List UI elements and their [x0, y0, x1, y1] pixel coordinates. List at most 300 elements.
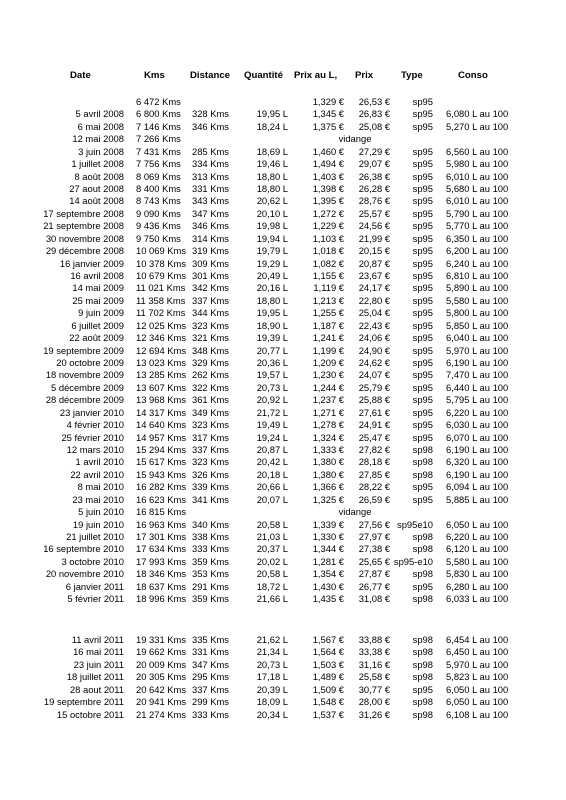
- cell-distance: 333 Kms: [192, 708, 229, 720]
- cell-conso: 6,220 L au 100: [446, 531, 509, 543]
- cell-type: sp95: [412, 683, 433, 695]
- cell-date: 19 septembre 2009: [43, 344, 124, 356]
- cell-kms: 15 943 Kms: [136, 468, 187, 480]
- cell-date: 5 avril 2008: [75, 108, 124, 120]
- cell-kms: 9 090 Kms: [136, 207, 181, 219]
- cell-prix-au-l: 1,494 €: [312, 158, 344, 170]
- cell-prix-au-l: 1,018 €: [312, 245, 344, 257]
- cell-kms: 18 637 Kms: [136, 580, 187, 592]
- cell-kms: 7 266 Kms: [136, 133, 181, 145]
- cell-conso: 6,108 L au 100: [446, 708, 509, 720]
- cell-quantite: 19,95 L: [256, 307, 288, 319]
- cell-kms: 10 679 Kms: [136, 270, 187, 282]
- cell-type: sp98: [412, 531, 433, 543]
- cell-date: 15 octobre 2011: [56, 708, 124, 720]
- cell-prix-au-l: 1,199 €: [312, 344, 344, 356]
- cell-prix: 31,16 €: [358, 658, 390, 670]
- cell-distance: 301 Kms: [192, 270, 229, 282]
- cell-type: sp95: [412, 493, 433, 505]
- cell-prix-au-l: 1,271 €: [312, 406, 344, 418]
- cell-quantite: 18,80 L: [256, 170, 288, 182]
- cell-conso: 5,970 L au 100: [446, 344, 509, 356]
- cell-type: sp95: [412, 344, 433, 356]
- cell-conso: 5,790 L au 100: [446, 207, 509, 219]
- cell-conso: 5,890 L au 100: [446, 282, 509, 294]
- cell-conso: 6,350 L au 100: [446, 232, 509, 244]
- cell-date: 1 juillet 2008: [71, 158, 124, 170]
- cell-quantite: 20,58 L: [256, 518, 288, 530]
- cell-distance: 262 Kms: [192, 369, 229, 381]
- cell-conso: 5,770 L au 100: [446, 220, 509, 232]
- cell-distance: 342 Kms: [192, 282, 229, 294]
- cell-date: 3 octobre 2010: [61, 555, 124, 567]
- cell-kms: 13 968 Kms: [136, 394, 187, 406]
- cell-conso: 6,190 L au 100: [446, 357, 509, 369]
- cell-prix-au-l: 1,460 €: [312, 145, 344, 157]
- header-quantite: Quantité: [244, 70, 283, 81]
- cell-quantite: 20,73 L: [256, 658, 288, 670]
- cell-type: sp95: [412, 394, 433, 406]
- cell-date: 5 juin 2010: [78, 506, 124, 518]
- cell-prix-au-l: 1,503 €: [312, 658, 344, 670]
- cell-distance: 344 Kms: [192, 307, 229, 319]
- cell-distance: 347 Kms: [192, 207, 229, 219]
- cell-prix: 28,18 €: [358, 456, 390, 468]
- cell-kms: 8 743 Kms: [136, 195, 181, 207]
- cell-conso: 6,560 L au 100: [446, 145, 509, 157]
- cell-distance: 334 Kms: [192, 158, 229, 170]
- cell-date: 20 octobre 2009: [56, 357, 124, 369]
- cell-quantite: 20,36 L: [256, 357, 288, 369]
- cell-conso: 5,800 L au 100: [446, 307, 509, 319]
- cell-conso: 6,040 L au 100: [446, 332, 509, 344]
- cell-distance: 346 Kms: [192, 120, 229, 132]
- cell-kms: 16 282 Kms: [136, 481, 187, 493]
- cell-kms: 11 358 Kms: [136, 294, 186, 306]
- cell-quantite: 20,73 L: [256, 381, 288, 393]
- cell-kms: 10 378 Kms: [136, 257, 187, 269]
- cell-distance: 343 Kms: [192, 195, 229, 207]
- cell-conso: 5,850 L au 100: [446, 319, 509, 331]
- cell-conso: 5,795 L au 100: [446, 394, 509, 406]
- cell-kms: 12 694 Kms: [136, 344, 187, 356]
- cell-kms: 7 756 Kms: [136, 158, 181, 170]
- cell-conso: 6,050 L au 100: [446, 683, 509, 695]
- cell-quantite: 20,18 L: [256, 468, 288, 480]
- cell-type: sp98: [412, 593, 433, 605]
- cell-quantite: 20,16 L: [256, 282, 288, 294]
- cell-conso: 5,580 L au 100: [446, 294, 509, 306]
- cell-prix-au-l: 1,345 €: [312, 108, 344, 120]
- cell-kms: 6 472 Kms: [136, 96, 181, 107]
- cell-type: sp95: [412, 294, 433, 306]
- cell-prix: 26,38 €: [358, 170, 390, 182]
- cell-prix-au-l: 1,366 €: [312, 481, 344, 493]
- cell-prix: 27,38 €: [358, 543, 390, 555]
- cell-distance: 299 Kms: [192, 696, 229, 708]
- cell-quantite: 19,98 L: [256, 220, 288, 232]
- cell-conso: 5,970 L au 100: [446, 658, 509, 670]
- cell-conso: 6,010 L au 100: [446, 195, 509, 207]
- cell-date: 16 avril 2008: [70, 270, 124, 282]
- cell-kms: 10 069 Kms: [136, 245, 187, 257]
- cell-type: sp98: [412, 658, 433, 670]
- cell-distance: 340 Kms: [192, 518, 229, 530]
- cell-date: 6 juillet 2009: [71, 319, 124, 331]
- cell-kms: 20 941 Kms: [136, 696, 187, 708]
- cell-distance: 349 Kms: [192, 406, 229, 418]
- cell-prix-au-l: 1,155 €: [312, 270, 344, 282]
- cell-prix: 28,00 €: [358, 696, 390, 708]
- cell-distance: 309 Kms: [192, 257, 229, 269]
- cell-prix-au-l: 1,489 €: [312, 671, 344, 683]
- cell-kms: 13 023 Kms: [136, 357, 187, 369]
- cell-distance: 323 Kms: [192, 319, 229, 331]
- cell-note: vidange: [338, 506, 372, 518]
- cell-distance: 359 Kms: [192, 593, 229, 605]
- cell-date: 5 décembre 2009: [51, 381, 124, 393]
- cell-conso: 5,823 L au 100: [446, 671, 509, 683]
- cell-prix: 30,77 €: [358, 683, 390, 695]
- cell-prix: 25,88 €: [358, 394, 390, 406]
- cell-distance: 329 Kms: [192, 357, 229, 369]
- cell-date: 16 septembre 2010: [43, 543, 124, 555]
- cell-conso: 6,094 L au 100: [446, 481, 509, 493]
- cell-prix: 20,15 €: [358, 245, 390, 257]
- cell-prix: 25,65 €: [358, 555, 390, 567]
- cell-kms: 20 305 Kms: [136, 671, 187, 683]
- cell-date: 25 février 2010: [61, 431, 124, 443]
- cell-prix-au-l: 1,395 €: [312, 195, 344, 207]
- cell-type: sp95-e10: [393, 555, 433, 567]
- cell-kms: 19 331 Kms: [136, 634, 187, 645]
- cell-type: sp95: [412, 580, 433, 592]
- cell-prix: 24,07 €: [358, 369, 390, 381]
- cell-prix: 25,58 €: [358, 671, 390, 683]
- cell-conso: 5,270 L au 100: [446, 120, 509, 132]
- cell-quantite: 19,94 L: [256, 232, 288, 244]
- cell-distance: 353 Kms: [192, 568, 229, 580]
- cell-prix-au-l: 1,435 €: [312, 593, 344, 605]
- cell-date: 14 août 2008: [69, 195, 124, 207]
- cell-type: sp95: [412, 357, 433, 369]
- cell-kms: 8 069 Kms: [136, 170, 181, 182]
- cell-type: sp95: [412, 257, 433, 269]
- cell-prix: 28,76 €: [358, 195, 390, 207]
- cell-prix-au-l: 1,209 €: [312, 357, 344, 369]
- cell-type: sp95: [412, 481, 433, 493]
- cell-quantite: 20,37 L: [256, 543, 288, 555]
- cell-quantite: 20,10 L: [256, 207, 288, 219]
- cell-conso: 6,120 L au 100: [446, 543, 509, 555]
- cell-date: 22 avril 2010: [70, 468, 124, 480]
- cell-type: sp98: [412, 671, 433, 683]
- cell-distance: 314 Kms: [192, 232, 229, 244]
- cell-quantite: 20,49 L: [256, 270, 288, 282]
- cell-date: 25 mai 2009: [72, 294, 124, 306]
- cell-prix: 22,80 €: [358, 294, 390, 306]
- cell-quantite: 21,72 L: [256, 406, 288, 418]
- cell-type: sp98: [412, 456, 433, 468]
- cell-prix-au-l: 1,281 €: [312, 555, 344, 567]
- cell-quantite: 20,39 L: [256, 683, 288, 695]
- cell-prix-au-l: 1,354 €: [312, 568, 344, 580]
- cell-kms: 12 025 Kms: [136, 319, 187, 331]
- cell-kms: 19 662 Kms: [136, 646, 187, 658]
- cell-date: 6 mai 2008: [77, 120, 124, 132]
- cell-date: 5 février 2011: [67, 593, 124, 605]
- cell-prix: 26,83 €: [358, 108, 390, 120]
- cell-prix: 26,28 €: [358, 183, 390, 194]
- cell-prix: 24,56 €: [358, 220, 390, 232]
- cell-prix-au-l: 1,213 €: [312, 294, 344, 306]
- cell-date: 18 juillet 2011: [66, 671, 124, 683]
- cell-type: sp95: [412, 245, 433, 257]
- cell-prix: 26,53 €: [358, 96, 390, 107]
- header-conso: Conso: [458, 70, 488, 81]
- cell-conso: 6,454 L au 100: [446, 634, 509, 645]
- cell-date: 14 mai 2009: [72, 282, 124, 294]
- cell-type: sp95: [412, 220, 433, 232]
- cell-conso: 6,190 L au 100: [446, 444, 509, 456]
- cell-distance: 319 Kms: [192, 245, 229, 257]
- cell-type: sp95: [412, 96, 433, 107]
- cell-date: 19 juin 2010: [72, 518, 124, 530]
- cell-distance: 322 Kms: [192, 381, 229, 393]
- cell-prix: 25,04 €: [358, 307, 390, 319]
- cell-type: sp95: [412, 319, 433, 331]
- cell-date: 29 décembre 2008: [45, 245, 124, 257]
- cell-distance: 337 Kms: [192, 294, 229, 306]
- cell-kms: 15 294 Kms: [136, 444, 187, 456]
- cell-prix: 31,08 €: [358, 593, 390, 605]
- cell-kms: 17 634 Kms: [136, 543, 187, 555]
- cell-date: 12 mai 2008: [72, 133, 124, 145]
- cell-conso: 6,200 L au 100: [446, 245, 509, 257]
- cell-date: 16 janvier 2009: [59, 257, 124, 269]
- cell-kms: 8 400 Kms: [136, 183, 181, 194]
- cell-conso: 6,010 L au 100: [446, 170, 509, 182]
- cell-distance: 331 Kms: [192, 183, 229, 194]
- cell-prix-au-l: 1,430 €: [312, 580, 344, 592]
- cell-conso: 6,070 L au 100: [446, 431, 509, 443]
- cell-type: sp95: [412, 282, 433, 294]
- cell-prix-au-l: 1,329 €: [312, 96, 344, 107]
- cell-prix: 23,67 €: [358, 270, 390, 282]
- cell-type: sp98: [412, 568, 433, 580]
- cell-prix: 26,59 €: [358, 493, 390, 505]
- header-prix-au-l: Prix au L,: [294, 70, 338, 81]
- cell-date: 11 avril 2011: [71, 634, 124, 645]
- cell-distance: 326 Kms: [192, 468, 229, 480]
- cell-date: 18 novembre 2009: [45, 369, 124, 381]
- cell-prix: 22,43 €: [358, 319, 390, 331]
- cell-type: sp95: [412, 232, 433, 244]
- cell-prix: 25,57 €: [358, 207, 390, 219]
- cell-distance: 323 Kms: [192, 419, 229, 431]
- cell-distance: 317 Kms: [192, 431, 229, 443]
- cell-kms: 11 021 Kms: [136, 282, 186, 294]
- cell-prix-au-l: 1,380 €: [312, 456, 344, 468]
- cell-date: 17 septembre 2008: [43, 207, 124, 219]
- cell-prix-au-l: 1,537 €: [312, 708, 344, 720]
- cell-type: sp95: [412, 332, 433, 344]
- cell-conso: 6,033 L au 100: [446, 593, 509, 605]
- cell-conso: 6,080 L au 100: [446, 108, 509, 120]
- cell-quantite: 18,24 L: [256, 120, 288, 132]
- cell-type: sp95: [412, 120, 433, 132]
- cell-quantite: 19,46 L: [256, 158, 288, 170]
- header-prix: Prix: [355, 70, 374, 81]
- cell-conso: 6,050 L au 100: [446, 518, 509, 530]
- cell-quantite: 19,49 L: [256, 419, 288, 431]
- cell-prix-au-l: 1,082 €: [312, 257, 344, 269]
- cell-quantite: 20,66 L: [256, 481, 288, 493]
- cell-distance: 295 Kms: [192, 671, 229, 683]
- cell-distance: 361 Kms: [192, 394, 229, 406]
- cell-distance: 338 Kms: [192, 531, 229, 543]
- cell-conso: 6,440 L au 100: [446, 381, 509, 393]
- cell-prix-au-l: 1,380 €: [312, 468, 344, 480]
- cell-prix-au-l: 1,403 €: [312, 170, 344, 182]
- cell-kms: 12 346 Kms: [136, 332, 187, 344]
- cell-quantite: 19,57 L: [256, 369, 288, 381]
- cell-quantite: 20,42 L: [256, 456, 288, 468]
- cell-prix: 24,17 €: [358, 282, 390, 294]
- cell-prix-au-l: 1,375 €: [312, 120, 344, 132]
- cell-type: sp98: [412, 634, 433, 645]
- cell-quantite: 18,69 L: [256, 145, 288, 157]
- cell-kms: 6 800 Kms: [136, 108, 181, 120]
- cell-kms: 20 009 Kms: [136, 658, 187, 670]
- cell-prix-au-l: 1,344 €: [312, 543, 344, 555]
- cell-prix: 33,88 €: [358, 634, 390, 645]
- cell-date: 27 aout 2008: [69, 183, 124, 194]
- cell-type: sp95: [412, 419, 433, 431]
- cell-prix-au-l: 1,103 €: [312, 232, 344, 244]
- cell-prix: 24,06 €: [358, 332, 390, 344]
- cell-type: sp95: [412, 207, 433, 219]
- cell-prix-au-l: 1,509 €: [312, 683, 344, 695]
- cell-kms: 7 146 Kms: [136, 120, 181, 132]
- cell-prix: 20,87 €: [358, 257, 390, 269]
- cell-quantite: 19,39 L: [256, 332, 288, 344]
- cell-conso: 6,280 L au 100: [446, 580, 509, 592]
- cell-kms: 14 317 Kms: [136, 406, 187, 418]
- cell-type: sp95: [412, 170, 433, 182]
- cell-prix: 28,22 €: [358, 481, 390, 493]
- cell-distance: 337 Kms: [192, 683, 229, 695]
- cell-prix: 29,07 €: [358, 158, 390, 170]
- cell-date: 8 mai 2010: [77, 481, 124, 493]
- cell-kms: 11 702 Kms: [136, 307, 186, 319]
- header-date: Date: [70, 70, 91, 81]
- cell-distance: 313 Kms: [192, 170, 229, 182]
- cell-prix-au-l: 1,567 €: [312, 634, 344, 645]
- cell-type: sp95: [412, 381, 433, 393]
- cell-kms: 20 642 Kms: [136, 683, 187, 695]
- cell-prix-au-l: 1,333 €: [312, 444, 344, 456]
- cell-date: 12 mars 2010: [66, 444, 124, 456]
- cell-prix-au-l: 1,255 €: [312, 307, 344, 319]
- cell-type: sp95: [412, 369, 433, 381]
- cell-date: 28 aout 2011: [69, 683, 124, 695]
- cell-type: sp95: [412, 145, 433, 157]
- cell-conso: 7,470 L au 100: [446, 369, 509, 381]
- cell-distance: 321 Kms: [192, 332, 229, 344]
- cell-prix: 33,38 €: [358, 646, 390, 658]
- cell-quantite: 20,62 L: [256, 195, 288, 207]
- cell-quantite: 17,18 L: [256, 671, 288, 683]
- cell-conso: 5,980 L au 100: [446, 158, 509, 170]
- cell-date: 9 juin 2009: [78, 307, 124, 319]
- cell-conso: 6,030 L au 100: [446, 419, 509, 431]
- cell-quantite: 21,03 L: [256, 531, 288, 543]
- cell-conso: 6,190 L au 100: [446, 468, 509, 480]
- cell-prix: 27,87 €: [358, 568, 390, 580]
- cell-kms: 16 623 Kms: [136, 493, 187, 505]
- cell-prix-au-l: 1,330 €: [312, 531, 344, 543]
- cell-prix: 25,08 €: [358, 120, 390, 132]
- cell-conso: 6,320 L au 100: [446, 456, 509, 468]
- cell-conso: 6,450 L au 100: [446, 646, 509, 658]
- cell-kms: 18 346 Kms: [136, 568, 187, 580]
- cell-quantite: 20,87 L: [256, 444, 288, 456]
- cell-prix: 27,97 €: [358, 531, 390, 543]
- cell-date: 21 septembre 2008: [43, 220, 124, 232]
- cell-date: 21 juillet 2010: [66, 531, 124, 543]
- cell-distance: 348 Kms: [192, 344, 229, 356]
- cell-prix-au-l: 1,230 €: [312, 369, 344, 381]
- cell-prix-au-l: 1,237 €: [312, 394, 344, 406]
- cell-quantite: 21,66 L: [256, 593, 288, 605]
- cell-type: sp95: [412, 108, 433, 120]
- cell-note: vidange: [338, 133, 372, 145]
- cell-type: sp95: [412, 270, 433, 282]
- cell-prix: 24,90 €: [358, 344, 390, 356]
- cell-type: sp98: [412, 696, 433, 708]
- cell-kms: 16 815 Kms: [136, 506, 187, 518]
- cell-kms: 14 640 Kms: [136, 419, 187, 431]
- cell-date: 4 février 2010: [66, 419, 124, 431]
- cell-prix: 31,26 €: [358, 708, 390, 720]
- cell-type: sp98: [412, 708, 433, 720]
- cell-quantite: 19,95 L: [256, 108, 288, 120]
- cell-date: 20 novembre 2010: [45, 568, 124, 580]
- cell-kms: 7 431 Kms: [136, 145, 181, 157]
- header-type: Type: [401, 70, 423, 81]
- cell-quantite: 18,72 L: [256, 580, 288, 592]
- cell-prix: 27,29 €: [358, 145, 390, 157]
- cell-prix: 27,85 €: [358, 468, 390, 480]
- cell-kms: 13 285 Kms: [136, 369, 187, 381]
- cell-date: 23 mai 2010: [72, 493, 124, 505]
- cell-prix: 24,62 €: [358, 357, 390, 369]
- cell-kms: 17 301 Kms: [136, 531, 187, 543]
- cell-prix-au-l: 1,278 €: [312, 419, 344, 431]
- cell-quantite: 18,09 L: [256, 696, 288, 708]
- cell-type: sp95: [412, 158, 433, 170]
- cell-conso: 6,220 L au 100: [446, 406, 509, 418]
- cell-date: 30 novembre 2008: [45, 232, 124, 244]
- header-kms: Kms: [144, 70, 165, 81]
- cell-kms: 14 957 Kms: [136, 431, 187, 443]
- cell-distance: 341 Kms: [192, 493, 229, 505]
- cell-kms: 18 996 Kms: [136, 593, 187, 605]
- cell-distance: 323 Kms: [192, 456, 229, 468]
- cell-prix-au-l: 1,241 €: [312, 332, 344, 344]
- cell-distance: 335 Kms: [192, 634, 229, 645]
